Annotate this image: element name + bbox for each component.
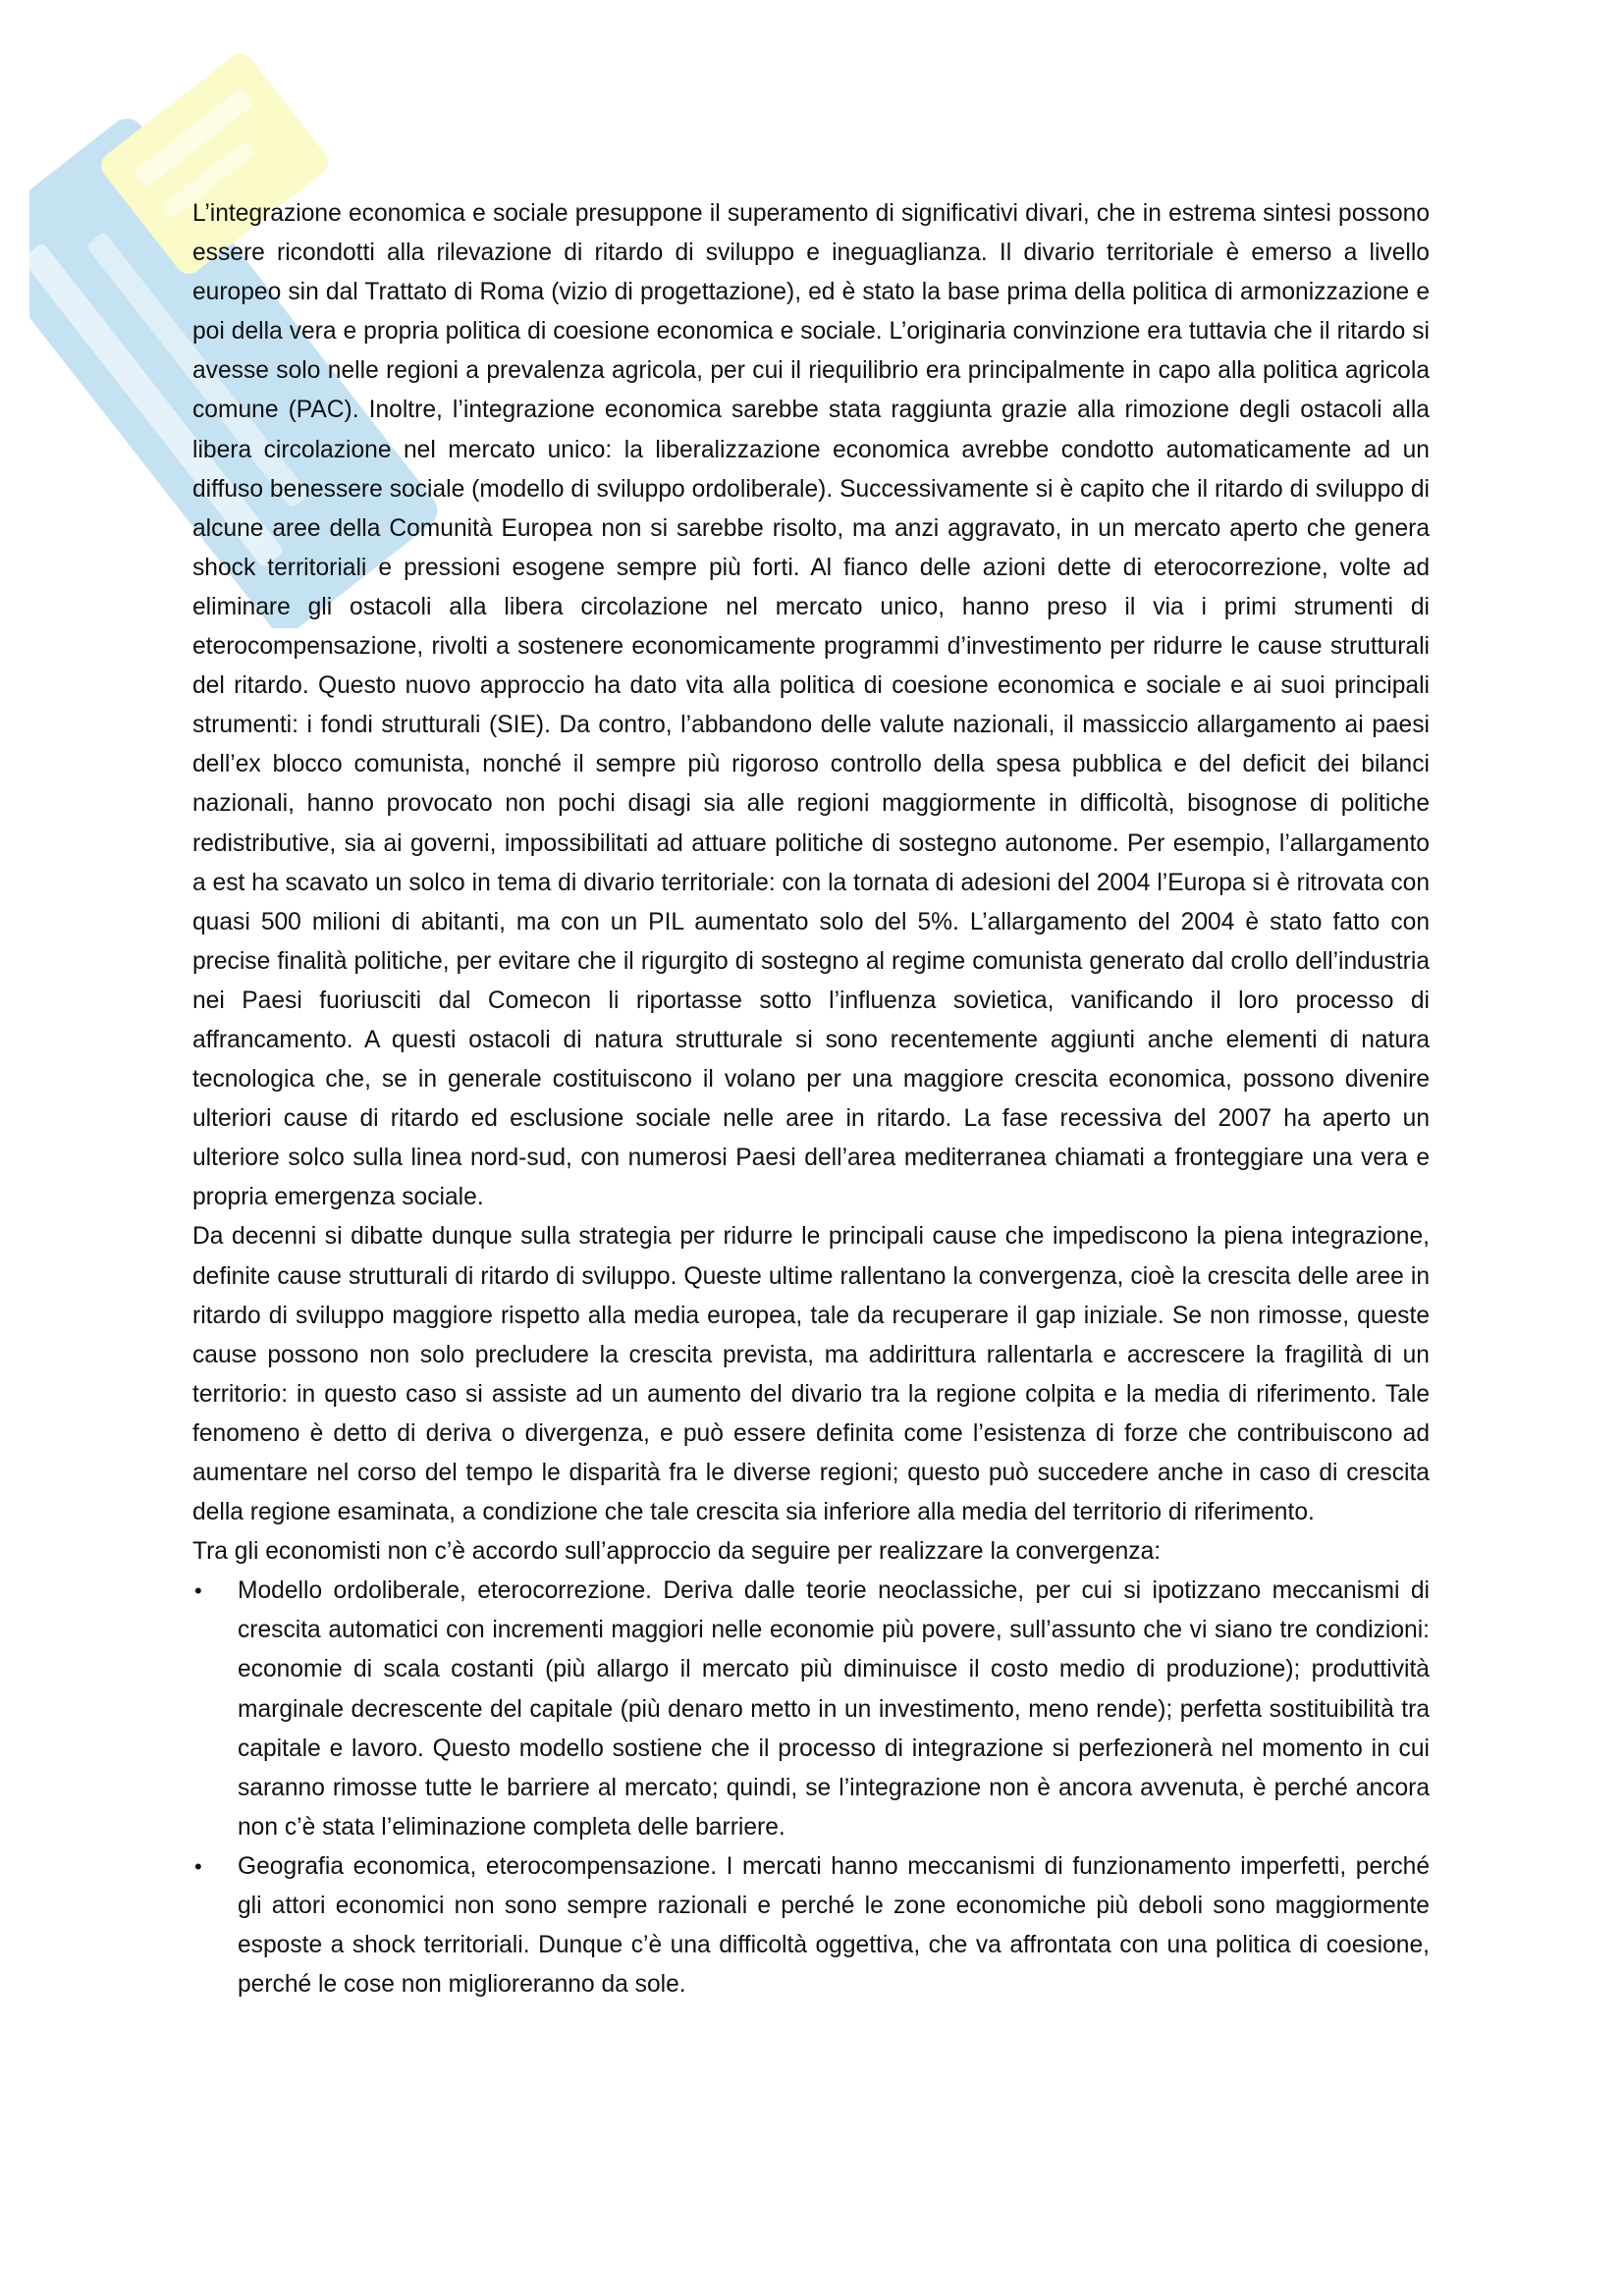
list-item-text: Modello ordoliberale, eterocorrezione. Deriva dalle teorie neoclassiche, per cui si ipotizzano meccanismi di crescita automatici con incrementi maggiori nelle economie più povere, sull’assunto che vi siano tre condizioni: economie di scala costanti (più allargo il mercato più diminuisce il costo medio di produzione); produttività marginale decrescente del capitale (più denaro metto in un investimento, meno rende); perfetta sostituibilità tra capitale e lavoro. Questo modello sostiene che il processo di integrazione si perfezionerà nel momento in cui saranno rimosse tutte le barriere al mercato; quindi, se l’integrazione non è ancora avvenuta, è perché ancora non c’è stata l’eliminazione completa delle barriere. <box>238 1577 1430 1841</box>
paragraph-approaches: Tra gli economisti non c’è accordo sull’approccio da seguire per realizzare la convergenza: <box>192 1538 1162 1566</box>
list-item <box>192 1847 1430 2004</box>
document-body <box>192 194 1430 2004</box>
list-item-text: Geografia economica, eterocompensazione. I mercati hanno meccanismi di funzionamento imperfetti, perché gli attori economici non sono sempre razionali e perché le zone economiche più deboli sono maggiormente esposte a shock territoriali. Dunque c’è una difficoltà oggettiva, che va affrontata con una politica di coesione, perché le cose non miglioreranno da sole. <box>238 1852 1430 1999</box>
bullet-icon: • <box>194 1853 202 1879</box>
paragraph-intro: L’integrazione economica e sociale presuppone il superamento di significativi divari, che in estrema sintesi possono essere ricondotti alla rilevazione di ritardo di sviluppo e ineguaglianza. Il divario territoriale è emerso a livello europeo sin dal Trattato di Roma (vizio di progettazione), ed è stato la base prima della politica di armonizzazione e poi della vera e propria politica di coesione economica e sociale. L’originaria convinzione era tuttavia che il ritardo si avesse solo nelle regioni a prevalenza agricola, per cui il riequilibrio era principalmente in capo alla politica agricola comune (PAC). Inoltre, l’integrazione economica sarebbe stata raggiunta grazie alla rimozione degli ostacoli alla libera circolazione nel mercato unico: la liberalizzazione economica avrebbe condotto automaticamente ad un diffuso benessere sociale (modello di sviluppo ordoliberale). Successivamente si è capito che il ritardo di sviluppo di alcune aree della Comunità Europea non si sarebbe risolto, ma anzi aggravato, in un mercato aperto che genera shock territoriali e pressioni esogene sempre più forti. Al fianco delle azioni dette di eterocorrezione, volte ad eliminare gli ostacoli alla libera circolazione nel mercato unico, hanno preso il via i primi strumenti di eterocompensazione, rivolti a sostenere economicamente programmi d’investimento per ridurre le cause strutturali del ritardo. Questo nuovo approccio ha dato vita alla politica di coesione economica e sociale e ai suoi principali strumenti: i fondi strutturali (SIE). Da contro, l’abbandono delle valute nazionali, il massiccio allargamento ai paesi dell’ex blocco comunista, nonché il sempre più rigoroso controllo della spesa pubblica e del deficit dei bilanci nazionali, hanno provocato non pochi disagi sia alle regioni maggiormente in difficoltà, bisognose di politiche redistributive, sia ai governi, impossibilitati ad attuare politiche di sostegno autonome. Per esempio, l’allargamento a est ha scavato un solco in tema di divario territoriale: con la tornata di adesioni del 2004 l’Europa si è ritrovata con quasi 500 milioni di abitanti, ma con un PIL aumentato solo del 5%. L’allargamento del 2004 è stato fatto con precise finalità politiche, per evitare che il rigurgito di sostegno al regime comunista generato dal crollo dell’industria nei Paesi fuoriusciti dal Comecon li riportasse sotto l’influenza sovietica, vanificando il loro processo di affrancamento. A questi ostacoli di natura strutturale si sono recentemente aggiunti anche elementi di natura tecnologica che, se in generale costituiscono il volano per una maggiore crescita economica, possono divenire ulteriori cause di ritardo ed esclusione sociale nelle aree in ritardo. La fase recessiva del 2007 ha aperto un ulteriore solco sulla linea nord-sud, con numerosi Paesi dell’area mediterranea chiamati a fronteggiare una vera e propria emergenza sociale. <box>192 200 1430 1211</box>
approaches-list <box>192 1572 1430 2004</box>
bullet-icon: • <box>194 1578 202 1604</box>
list-item <box>192 1572 1430 1847</box>
paragraph-convergence: Da decenni si dibatte dunque sulla strategia per ridurre le principali cause che impediscono la piena integrazione, definite cause strutturali di ritardo di sviluppo. Queste ultime rallentano la convergenza, cioè la crescita delle aree in ritardo di sviluppo maggiore rispetto alla media europea, tale da recuperare il gap iniziale. Se non rimosse, queste cause possono non solo precludere la crescita prevista, ma addirittura rallentarla e accrescere la fragilità di un territorio: in questo caso si assiste ad un aumento del divario tra la regione colpita e la media di riferimento. Tale fenomeno è detto di deriva o divergenza, e può essere definita come l’esistenza di forze che contribuiscono ad aumentare nel corso del tempo le disparità fra le diverse regioni; questo può succedere anche in caso di crescita della regione esaminata, a condizione che tale crescita sia inferiore alla media del territorio di riferimento. <box>192 1223 1430 1526</box>
